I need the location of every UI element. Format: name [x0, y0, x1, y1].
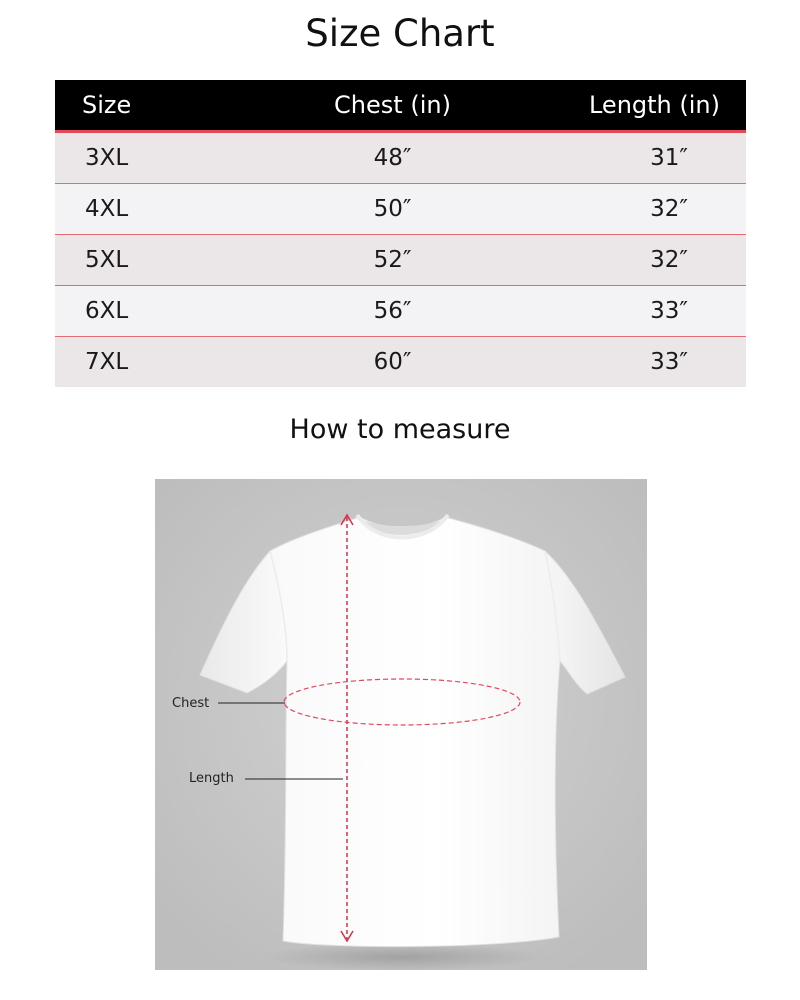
cell-size: 5XL [85, 247, 129, 273]
cell-size: 4XL [85, 196, 129, 222]
cell-length: 32″ [650, 247, 688, 273]
cell-length: 32″ [650, 196, 688, 222]
measure-diagram [155, 479, 647, 970]
header-length: Length (in) [588, 91, 720, 119]
length-label: Length [189, 771, 234, 786]
header-size: Size [82, 91, 132, 119]
cell-size: 6XL [85, 298, 129, 324]
size-table [55, 80, 746, 387]
table-row [55, 235, 746, 286]
header-chest: Chest (in) [334, 91, 451, 119]
table-row [55, 337, 746, 387]
cell-length: 33″ [650, 298, 688, 324]
table-row [55, 133, 746, 184]
cell-chest: 50″ [373, 196, 412, 222]
cell-chest: 60″ [373, 349, 412, 375]
cell-chest: 56″ [373, 298, 412, 324]
measure-subtitle: How to measure [289, 414, 511, 445]
cell-length: 31″ [650, 145, 688, 171]
cell-length: 33″ [650, 349, 688, 375]
cell-chest: 52″ [373, 247, 412, 273]
table-row [55, 286, 746, 337]
page-title: Size Chart [305, 12, 495, 55]
t-shirt-illustration [155, 479, 647, 970]
cell-size: 7XL [85, 349, 129, 375]
table-row [55, 184, 746, 235]
cell-size: 3XL [85, 145, 129, 171]
table-header [55, 80, 746, 133]
cell-chest: 48″ [373, 145, 412, 171]
chest-label: Chest [172, 696, 210, 711]
